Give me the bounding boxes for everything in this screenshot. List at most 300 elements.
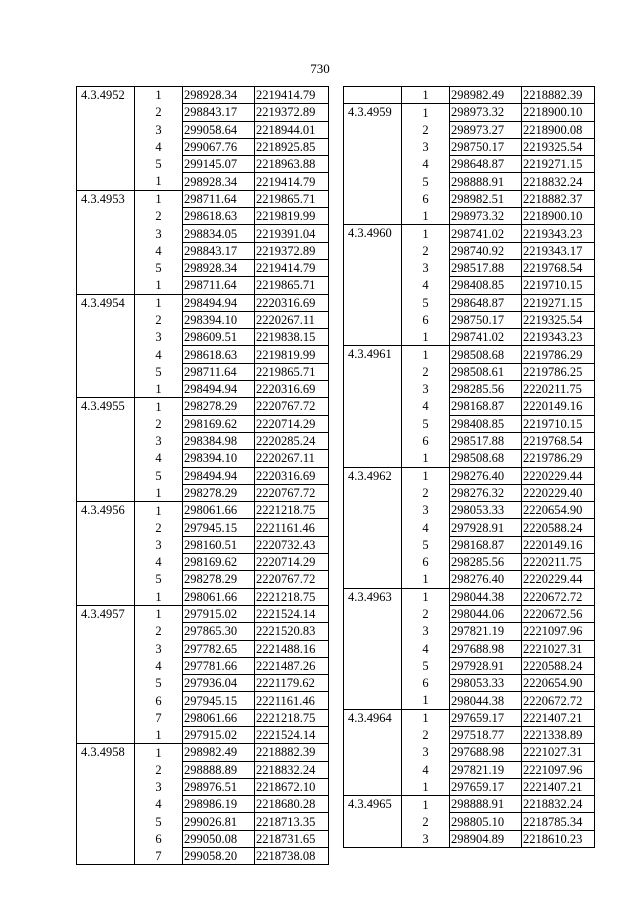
x-coordinate: 298805.10 [450, 813, 522, 830]
parcel-id [344, 571, 402, 588]
right-table-body [344, 87, 595, 848]
parcel-id [344, 242, 402, 259]
table-row [77, 138, 329, 155]
point-number: 4 [402, 156, 450, 173]
point-number: 6 [135, 692, 183, 709]
y-coordinate: 2219786.25 [522, 363, 595, 380]
parcel-id [344, 138, 402, 155]
table-row [77, 311, 329, 328]
point-number: 2 [135, 519, 183, 536]
point-number: 6 [402, 554, 450, 571]
parcel-id [77, 104, 135, 121]
parcel-id [344, 761, 402, 778]
x-coordinate: 299050.08 [183, 830, 255, 847]
y-coordinate: 2220211.75 [522, 381, 595, 398]
parcel-id [77, 415, 135, 432]
x-coordinate: 297821.19 [450, 761, 522, 778]
x-coordinate: 298494.94 [183, 467, 255, 484]
x-coordinate: 298973.27 [450, 121, 522, 138]
page-number: 730 [310, 61, 330, 76]
point-number: 2 [135, 623, 183, 640]
x-coordinate: 298044.06 [450, 605, 522, 622]
point-number: 2 [402, 605, 450, 622]
point-number: 5 [402, 415, 450, 432]
parcel-id [344, 311, 402, 328]
table-row [344, 398, 595, 415]
x-coordinate: 299026.81 [183, 813, 255, 830]
x-coordinate: 298278.29 [183, 571, 255, 588]
x-coordinate: 297936.04 [183, 675, 255, 692]
point-number: 1 [135, 398, 183, 415]
y-coordinate: 2220285.24 [255, 432, 329, 449]
parcel-id [344, 190, 402, 207]
x-coordinate: 298061.66 [183, 502, 255, 519]
right-coordinate-table [343, 86, 595, 848]
table-row [77, 675, 329, 692]
x-coordinate: 298711.64 [183, 363, 255, 380]
table-row [344, 225, 595, 242]
parcel-id [77, 588, 135, 605]
table-row [344, 554, 595, 571]
point-number: 3 [402, 502, 450, 519]
point-number: 1 [402, 778, 450, 795]
x-coordinate: 297659.17 [450, 709, 522, 726]
y-coordinate: 2221524.14 [255, 726, 329, 743]
x-coordinate: 298741.02 [450, 329, 522, 346]
y-coordinate: 2221488.16 [255, 640, 329, 657]
x-coordinate: 297659.17 [450, 778, 522, 795]
parcel-id: 4.3.4963 [344, 588, 402, 605]
parcel-id [77, 848, 135, 865]
table-row [77, 536, 329, 553]
parcel-id [344, 726, 402, 743]
point-number: 5 [402, 294, 450, 311]
x-coordinate: 299058.20 [183, 848, 255, 865]
x-coordinate: 297945.15 [183, 519, 255, 536]
x-coordinate: 298973.32 [450, 104, 522, 121]
y-coordinate: 2220229.40 [522, 484, 595, 501]
point-number: 1 [402, 450, 450, 467]
parcel-id [77, 536, 135, 553]
x-coordinate: 298278.29 [183, 484, 255, 501]
table-row [77, 87, 329, 104]
table-row [77, 329, 329, 346]
parcel-id: 4.3.4962 [344, 467, 402, 484]
parcel-id [77, 796, 135, 813]
x-coordinate: 298168.87 [450, 398, 522, 415]
table-row [344, 208, 595, 225]
parcel-id [77, 329, 135, 346]
table-row [77, 484, 329, 501]
x-coordinate: 298618.63 [183, 208, 255, 225]
x-coordinate: 297915.02 [183, 726, 255, 743]
table-row [344, 709, 595, 726]
parcel-id: 4.3.4954 [77, 294, 135, 311]
parcel-id [77, 346, 135, 363]
parcel-id [77, 830, 135, 847]
table-row [344, 761, 595, 778]
y-coordinate: 2221218.75 [255, 502, 329, 519]
y-coordinate: 2219325.54 [522, 311, 595, 328]
table-row [77, 744, 329, 761]
parcel-id [77, 363, 135, 380]
x-coordinate: 297865.30 [183, 623, 255, 640]
y-coordinate: 2219271.15 [522, 156, 595, 173]
y-coordinate: 2221097.96 [522, 761, 595, 778]
parcel-id [344, 294, 402, 311]
x-coordinate: 297688.98 [450, 640, 522, 657]
y-coordinate: 2221218.75 [255, 588, 329, 605]
y-coordinate: 2220211.75 [522, 554, 595, 571]
y-coordinate: 2220316.69 [255, 381, 329, 398]
table-row [344, 536, 595, 553]
point-number: 3 [402, 259, 450, 276]
parcel-id [344, 87, 402, 104]
y-coordinate: 2219343.17 [522, 242, 595, 259]
y-coordinate: 2220149.16 [522, 536, 595, 553]
y-coordinate: 2218963.88 [255, 156, 329, 173]
table-row [344, 450, 595, 467]
point-number: 4 [135, 346, 183, 363]
table-row [344, 588, 595, 605]
point-number: 5 [135, 363, 183, 380]
x-coordinate: 298169.62 [183, 554, 255, 571]
y-coordinate: 2218944.01 [255, 121, 329, 138]
table-row [77, 813, 329, 830]
table-row [77, 121, 329, 138]
point-number: 4 [402, 398, 450, 415]
x-coordinate: 298394.10 [183, 450, 255, 467]
y-coordinate: 2220654.90 [522, 502, 595, 519]
point-number: 7 [135, 709, 183, 726]
y-coordinate: 2219414.79 [255, 87, 329, 104]
x-coordinate: 298648.87 [450, 156, 522, 173]
table-row [77, 173, 329, 190]
y-coordinate: 2221218.75 [255, 709, 329, 726]
y-coordinate: 2218672.10 [255, 778, 329, 795]
x-coordinate: 298928.34 [183, 87, 255, 104]
x-coordinate: 298384.98 [183, 432, 255, 449]
y-coordinate: 2219819.99 [255, 208, 329, 225]
table-row [344, 277, 595, 294]
y-coordinate: 2221097.96 [522, 623, 595, 640]
x-coordinate: 298053.33 [450, 502, 522, 519]
parcel-id: 4.3.4964 [344, 709, 402, 726]
point-number: 3 [135, 121, 183, 138]
point-number: 6 [402, 311, 450, 328]
table-row [77, 796, 329, 813]
y-coordinate: 2219372.89 [255, 104, 329, 121]
y-coordinate: 2220732.43 [255, 536, 329, 553]
x-coordinate: 298648.87 [450, 294, 522, 311]
y-coordinate: 2221161.46 [255, 692, 329, 709]
point-number: 4 [402, 640, 450, 657]
parcel-id [77, 277, 135, 294]
table-row [344, 675, 595, 692]
y-coordinate: 2219865.71 [255, 363, 329, 380]
parcel-id: 4.3.4953 [77, 190, 135, 207]
parcel-id [77, 225, 135, 242]
parcel-id [77, 761, 135, 778]
point-number: 1 [402, 329, 450, 346]
parcel-id [344, 519, 402, 536]
table-row [77, 432, 329, 449]
y-coordinate: 2220229.44 [522, 467, 595, 484]
parcel-id [344, 554, 402, 571]
x-coordinate: 298711.64 [183, 190, 255, 207]
point-number: 1 [402, 588, 450, 605]
y-coordinate: 2221487.26 [255, 657, 329, 674]
x-coordinate: 299058.64 [183, 121, 255, 138]
x-coordinate: 298160.51 [183, 536, 255, 553]
table-row [344, 502, 595, 519]
table-row [77, 450, 329, 467]
y-coordinate: 2220714.29 [255, 554, 329, 571]
x-coordinate: 298408.85 [450, 415, 522, 432]
point-number: 4 [402, 277, 450, 294]
x-coordinate: 298053.33 [450, 675, 522, 692]
table-row [344, 692, 595, 709]
parcel-id [344, 502, 402, 519]
parcel-id: 4.3.4955 [77, 398, 135, 415]
y-coordinate: 2220588.24 [522, 657, 595, 674]
y-coordinate: 2218738.08 [255, 848, 329, 865]
x-coordinate: 298740.92 [450, 242, 522, 259]
x-coordinate: 298750.17 [450, 311, 522, 328]
parcel-id [77, 173, 135, 190]
parcel-id [344, 813, 402, 830]
x-coordinate: 298394.10 [183, 311, 255, 328]
y-coordinate: 2218900.08 [522, 121, 595, 138]
point-number: 1 [135, 744, 183, 761]
table-row [344, 605, 595, 622]
table-row [344, 104, 595, 121]
parcel-id [344, 692, 402, 709]
parcel-id [344, 259, 402, 276]
table-row [344, 242, 595, 259]
point-number: 3 [135, 640, 183, 657]
y-coordinate: 2220767.72 [255, 398, 329, 415]
point-number: 3 [135, 329, 183, 346]
table-row [77, 363, 329, 380]
parcel-id [344, 432, 402, 449]
table-row [77, 761, 329, 778]
table-row [77, 692, 329, 709]
x-coordinate: 298843.17 [183, 242, 255, 259]
x-coordinate: 298517.88 [450, 432, 522, 449]
point-number: 4 [402, 519, 450, 536]
table-row [344, 363, 595, 380]
y-coordinate: 2221027.31 [522, 640, 595, 657]
table-row [344, 381, 595, 398]
parcel-id: 4.3.4960 [344, 225, 402, 242]
table-row [77, 208, 329, 225]
parcel-id [344, 363, 402, 380]
point-number: 2 [135, 208, 183, 225]
point-number: 6 [135, 830, 183, 847]
table-row [77, 709, 329, 726]
parcel-id: 4.3.4957 [77, 605, 135, 622]
table-row [77, 190, 329, 207]
table-row [344, 778, 595, 795]
table-row [77, 294, 329, 311]
parcel-id [77, 259, 135, 276]
y-coordinate: 2219343.23 [522, 225, 595, 242]
point-number: 4 [135, 796, 183, 813]
x-coordinate: 298834.05 [183, 225, 255, 242]
parcel-id [344, 208, 402, 225]
x-coordinate: 297915.02 [183, 605, 255, 622]
table-row [77, 726, 329, 743]
x-coordinate: 298973.32 [450, 208, 522, 225]
point-number: 3 [402, 623, 450, 640]
point-number: 5 [135, 813, 183, 830]
x-coordinate: 298711.64 [183, 277, 255, 294]
table-row [344, 121, 595, 138]
y-coordinate: 2221338.89 [522, 726, 595, 743]
point-number: 2 [402, 813, 450, 830]
y-coordinate: 2220316.69 [255, 467, 329, 484]
point-number: 4 [402, 761, 450, 778]
y-coordinate: 2220714.29 [255, 415, 329, 432]
point-number: 1 [135, 190, 183, 207]
parcel-id [344, 830, 402, 847]
x-coordinate: 298609.51 [183, 329, 255, 346]
table-row [77, 104, 329, 121]
y-coordinate: 2218610.23 [522, 830, 595, 847]
parcel-id [344, 778, 402, 795]
y-coordinate: 2220588.24 [522, 519, 595, 536]
x-coordinate: 298750.17 [450, 138, 522, 155]
x-coordinate: 298517.88 [450, 259, 522, 276]
point-number: 4 [135, 657, 183, 674]
y-coordinate: 2221407.21 [522, 709, 595, 726]
point-number: 1 [135, 87, 183, 104]
parcel-id [77, 726, 135, 743]
point-number: 3 [135, 778, 183, 795]
table-row [344, 346, 595, 363]
y-coordinate: 2221027.31 [522, 744, 595, 761]
table-row [344, 744, 595, 761]
parcel-id [344, 657, 402, 674]
parcel-id [77, 138, 135, 155]
point-number: 1 [135, 294, 183, 311]
y-coordinate: 2219372.89 [255, 242, 329, 259]
table-row [344, 294, 595, 311]
y-coordinate: 2220767.72 [255, 571, 329, 588]
parcel-id [77, 675, 135, 692]
x-coordinate: 298904.89 [450, 830, 522, 847]
point-number: 1 [402, 709, 450, 726]
point-number: 2 [402, 484, 450, 501]
table-row [344, 623, 595, 640]
parcel-id: 4.3.4952 [77, 87, 135, 104]
point-number: 6 [402, 432, 450, 449]
table-row [344, 467, 595, 484]
table-row [77, 848, 329, 865]
x-coordinate: 298061.66 [183, 588, 255, 605]
y-coordinate: 2218680.28 [255, 796, 329, 813]
parcel-id [77, 813, 135, 830]
table-row [77, 623, 329, 640]
point-number: 5 [135, 467, 183, 484]
point-number: 1 [135, 381, 183, 398]
point-number: 5 [135, 156, 183, 173]
table-row [344, 519, 595, 536]
parcel-id [77, 208, 135, 225]
y-coordinate: 2218882.39 [255, 744, 329, 761]
table-row [77, 657, 329, 674]
y-coordinate: 2218731.65 [255, 830, 329, 847]
x-coordinate: 298494.94 [183, 381, 255, 398]
parcel-id [77, 623, 135, 640]
table-row [77, 156, 329, 173]
table-row [77, 467, 329, 484]
y-coordinate: 2220767.72 [255, 484, 329, 501]
y-coordinate: 2220672.56 [522, 605, 595, 622]
y-coordinate: 2220316.69 [255, 294, 329, 311]
point-number: 5 [135, 259, 183, 276]
y-coordinate: 2221179.62 [255, 675, 329, 692]
x-coordinate: 298508.61 [450, 363, 522, 380]
parcel-id [344, 484, 402, 501]
y-coordinate: 2218832.24 [522, 173, 595, 190]
table-row [344, 726, 595, 743]
parcel-id [344, 329, 402, 346]
table-row [77, 398, 329, 415]
parcel-id [344, 173, 402, 190]
parcel-id [77, 692, 135, 709]
table-row [344, 571, 595, 588]
parcel-id: 4.3.4961 [344, 346, 402, 363]
y-coordinate: 2220654.90 [522, 675, 595, 692]
table-row [77, 778, 329, 795]
y-coordinate: 2218785.34 [522, 813, 595, 830]
point-number: 1 [402, 796, 450, 813]
y-coordinate: 2220672.72 [522, 588, 595, 605]
table-row [344, 640, 595, 657]
table-row [77, 502, 329, 519]
point-number: 2 [135, 415, 183, 432]
parcel-id [77, 640, 135, 657]
table-row [344, 329, 595, 346]
point-number: 2 [135, 311, 183, 328]
table-row [77, 554, 329, 571]
table-row [77, 259, 329, 276]
point-number: 3 [135, 432, 183, 449]
parcel-id [77, 311, 135, 328]
point-number: 1 [402, 208, 450, 225]
point-number: 3 [135, 536, 183, 553]
y-coordinate: 2219325.54 [522, 138, 595, 155]
parcel-id: 4.3.4965 [344, 796, 402, 813]
parcel-id [344, 536, 402, 553]
x-coordinate: 298044.38 [450, 692, 522, 709]
parcel-id [344, 744, 402, 761]
parcel-id [77, 467, 135, 484]
point-number: 1 [135, 605, 183, 622]
point-number: 1 [135, 502, 183, 519]
x-coordinate: 297782.65 [183, 640, 255, 657]
x-coordinate: 298508.68 [450, 346, 522, 363]
parcel-id [344, 415, 402, 432]
y-coordinate: 2221161.46 [255, 519, 329, 536]
x-coordinate: 299145.07 [183, 156, 255, 173]
parcel-id [77, 709, 135, 726]
x-coordinate: 298928.34 [183, 173, 255, 190]
point-number: 2 [402, 242, 450, 259]
point-number: 4 [135, 450, 183, 467]
